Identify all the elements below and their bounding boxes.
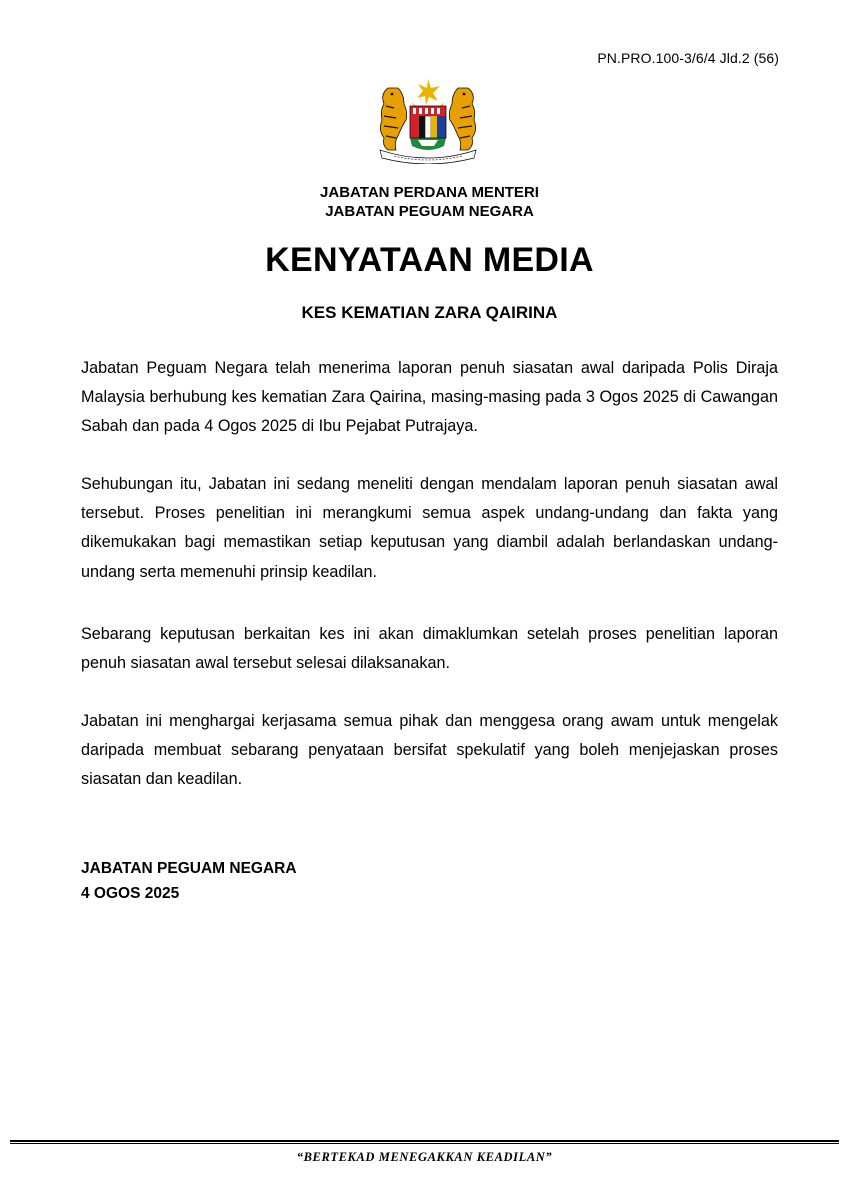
footer-motto: “BERTEKAD MENEGAKKAN KEADILAN”	[296, 1150, 553, 1164]
document-subtitle: KES KEMATIAN ZARA QAIRINA	[301, 303, 558, 322]
body-paragraph-1: Jabatan Peguam Negara telah menerima laporan penuh siasatan awal daripada Polis Diraja Malaysia berhubung kes kematian Zara Qairina, masing-masing pada 3 Ogos 2025 di Cawangan Sabah dan pada 4 Ogos 2025 di Ibu Pejabat Putrajaya.	[81, 359, 778, 436]
body-paragraph-4: Jabatan ini menghargai kerjasama semua pihak dan menggesa orang awam untuk mengelak daripada membuat sebarang penyataan bersifat spekulatif yang boleh menjejaskan proses siasatan dan keadilan.	[81, 712, 778, 789]
body-paragraph-3: Sebarang keputusan berkaitan kes ini akan dimaklumkan setelah proses penelitian laporan penuh siasatan awal tersebut selesai dilaksanakan.	[81, 625, 778, 673]
footer-divider	[10, 1140, 839, 1142]
body-paragraph-2: Sehubungan itu, Jabatan ini sedang meneliti dengan mendalam laporan penuh siasatan awal tersebut. Proses penelitian ini merangkumi semua aspek undang-undang dan fakta yang dikemukakan bagi memastikan setiap keputusan yang diambil adalah berlandaskan undang-undang serta memenuhi prinsip keadilan.	[81, 475, 778, 581]
department-line-2: JABATAN PEGUAM NEGARA	[325, 203, 534, 220]
signature-organization: JABATAN PEGUAM NEGARA	[81, 860, 297, 877]
document-title: KENYATAAN MEDIA	[265, 241, 594, 279]
malaysia-coat-of-arms-icon	[372, 76, 484, 164]
department-line-1: JABATAN PERDANA MENTERI	[320, 184, 539, 201]
footer-divider-thin	[10, 1143, 839, 1144]
reference-number: PN.PRO.100-3/6/4 Jld.2 (56)	[597, 50, 779, 66]
signature-date: 4 OGOS 2025	[81, 885, 180, 902]
